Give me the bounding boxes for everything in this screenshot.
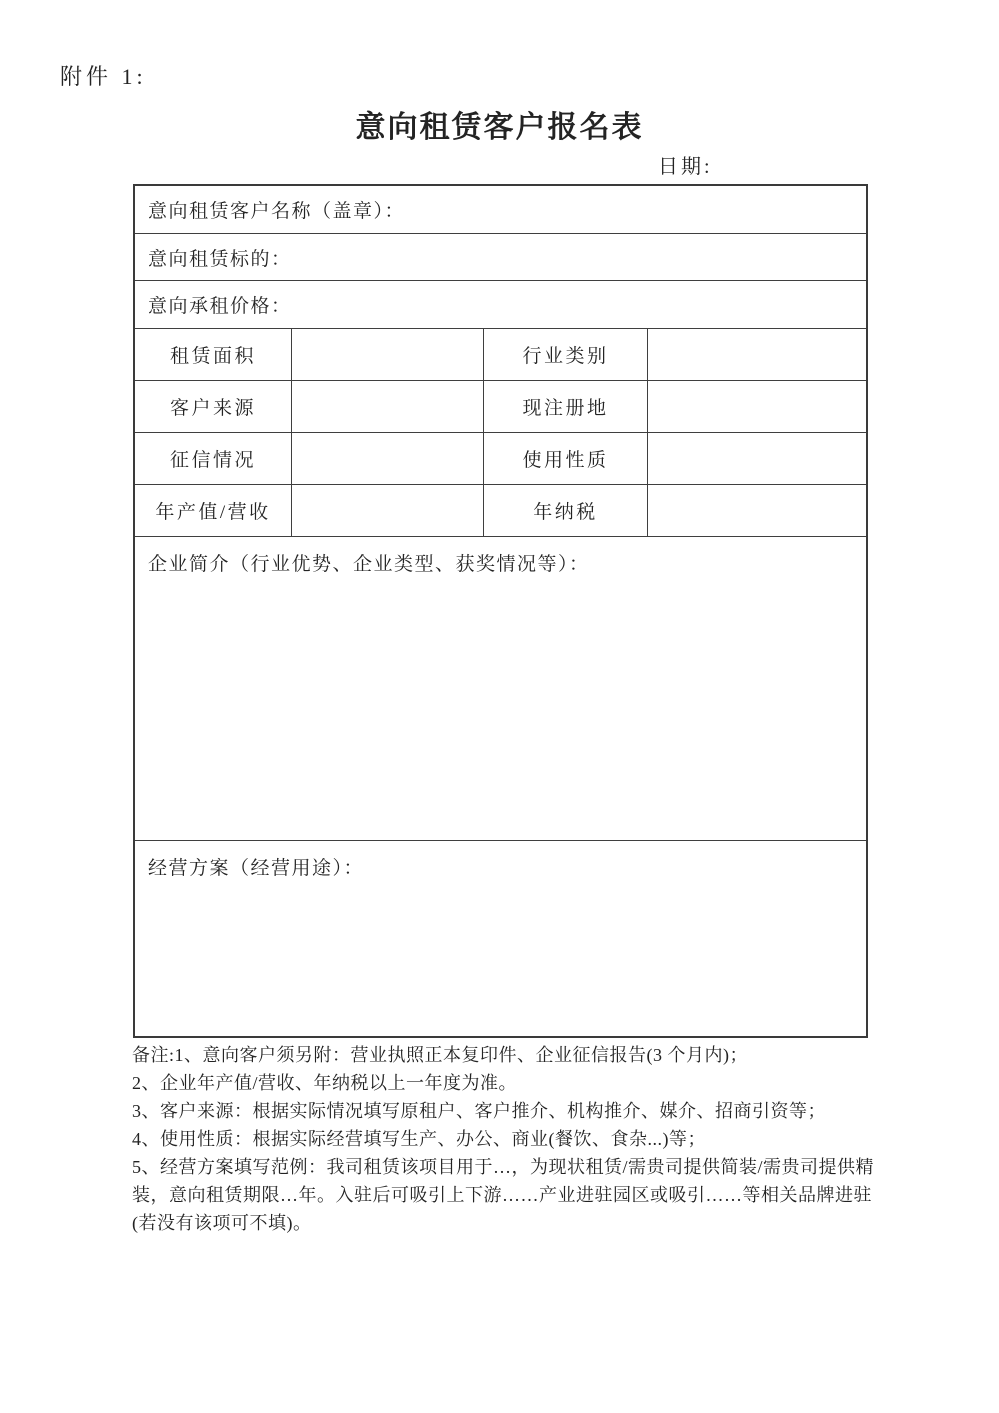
note-item-3: 3、客户来源：根据实际情况填写原租户、客户推介、机构推介、媒介、招商引资等； xyxy=(132,1101,826,1121)
annual-output-label: 年产值/营收 xyxy=(135,485,292,536)
rent-price-label: 意向承租价格： xyxy=(148,296,292,317)
attachment-label: 附件 1: xyxy=(60,64,147,89)
client-name-label: 意向租赁客户名称（盖章）： xyxy=(148,201,406,222)
form-row-business-plan xyxy=(135,841,866,1036)
date-label: 日期: xyxy=(658,156,713,178)
industry-type-value xyxy=(648,329,866,380)
form-row-company-profile xyxy=(135,537,866,841)
note-item-2: 2、企业年产值/营收、年纳税以上一年度为准。 xyxy=(132,1073,517,1093)
form-row-output-tax xyxy=(135,485,866,537)
registration-form-table xyxy=(133,184,868,1038)
annual-tax-value xyxy=(648,485,866,536)
registered-place-label: 现注册地 xyxy=(484,381,648,432)
note-item-1: 备注:1、意向客户须另附：营业执照正本复印件、企业征信报告(3 个月内)； xyxy=(132,1045,748,1065)
registered-place-value xyxy=(648,381,866,432)
customer-source-label: 客户来源 xyxy=(135,381,292,432)
usage-nature-value xyxy=(648,433,866,484)
industry-type-label: 行业类别 xyxy=(484,329,648,380)
form-row-area-industry xyxy=(135,329,866,381)
lease-area-value xyxy=(292,329,484,380)
annual-output-value xyxy=(292,485,484,536)
form-row-client-name xyxy=(135,186,866,234)
credit-status-label: 征信情况 xyxy=(135,433,292,484)
form-row-source-registration xyxy=(135,381,866,433)
lease-target-label: 意向租赁标的： xyxy=(148,248,292,270)
lease-area-label: 租赁面积 xyxy=(135,329,292,380)
note-item-5: 5、经营方案填写范例：我司租赁该项目用于…，为现状租赁/需贵司提供简装/需贵司提供精装，意向租赁期限…年。入驻后可吸引上下游……产业进驻园区或吸引……等相关品牌进驻(若没有该项可不填)。 xyxy=(132,1157,874,1233)
form-row-credit-usage xyxy=(135,433,866,485)
business-plan-label: 经营方案（经营用途）： xyxy=(148,858,365,879)
form-title: 意向租赁客户报名表 xyxy=(355,111,644,144)
annual-tax-label: 年纳税 xyxy=(484,485,648,536)
company-profile-label: 企业简介（行业优势、企业类型、获奖情况等）： xyxy=(148,554,590,575)
credit-status-value xyxy=(292,433,484,484)
form-row-lease-target xyxy=(135,234,866,281)
customer-source-value xyxy=(292,381,484,432)
usage-nature-label: 使用性质 xyxy=(484,433,648,484)
notes-section xyxy=(132,1041,882,1237)
form-row-rent-price xyxy=(135,281,866,329)
note-item-4: 4、使用性质：根据实际经营填写生产、办公、商业(餐饮、食杂...)等； xyxy=(132,1129,706,1149)
